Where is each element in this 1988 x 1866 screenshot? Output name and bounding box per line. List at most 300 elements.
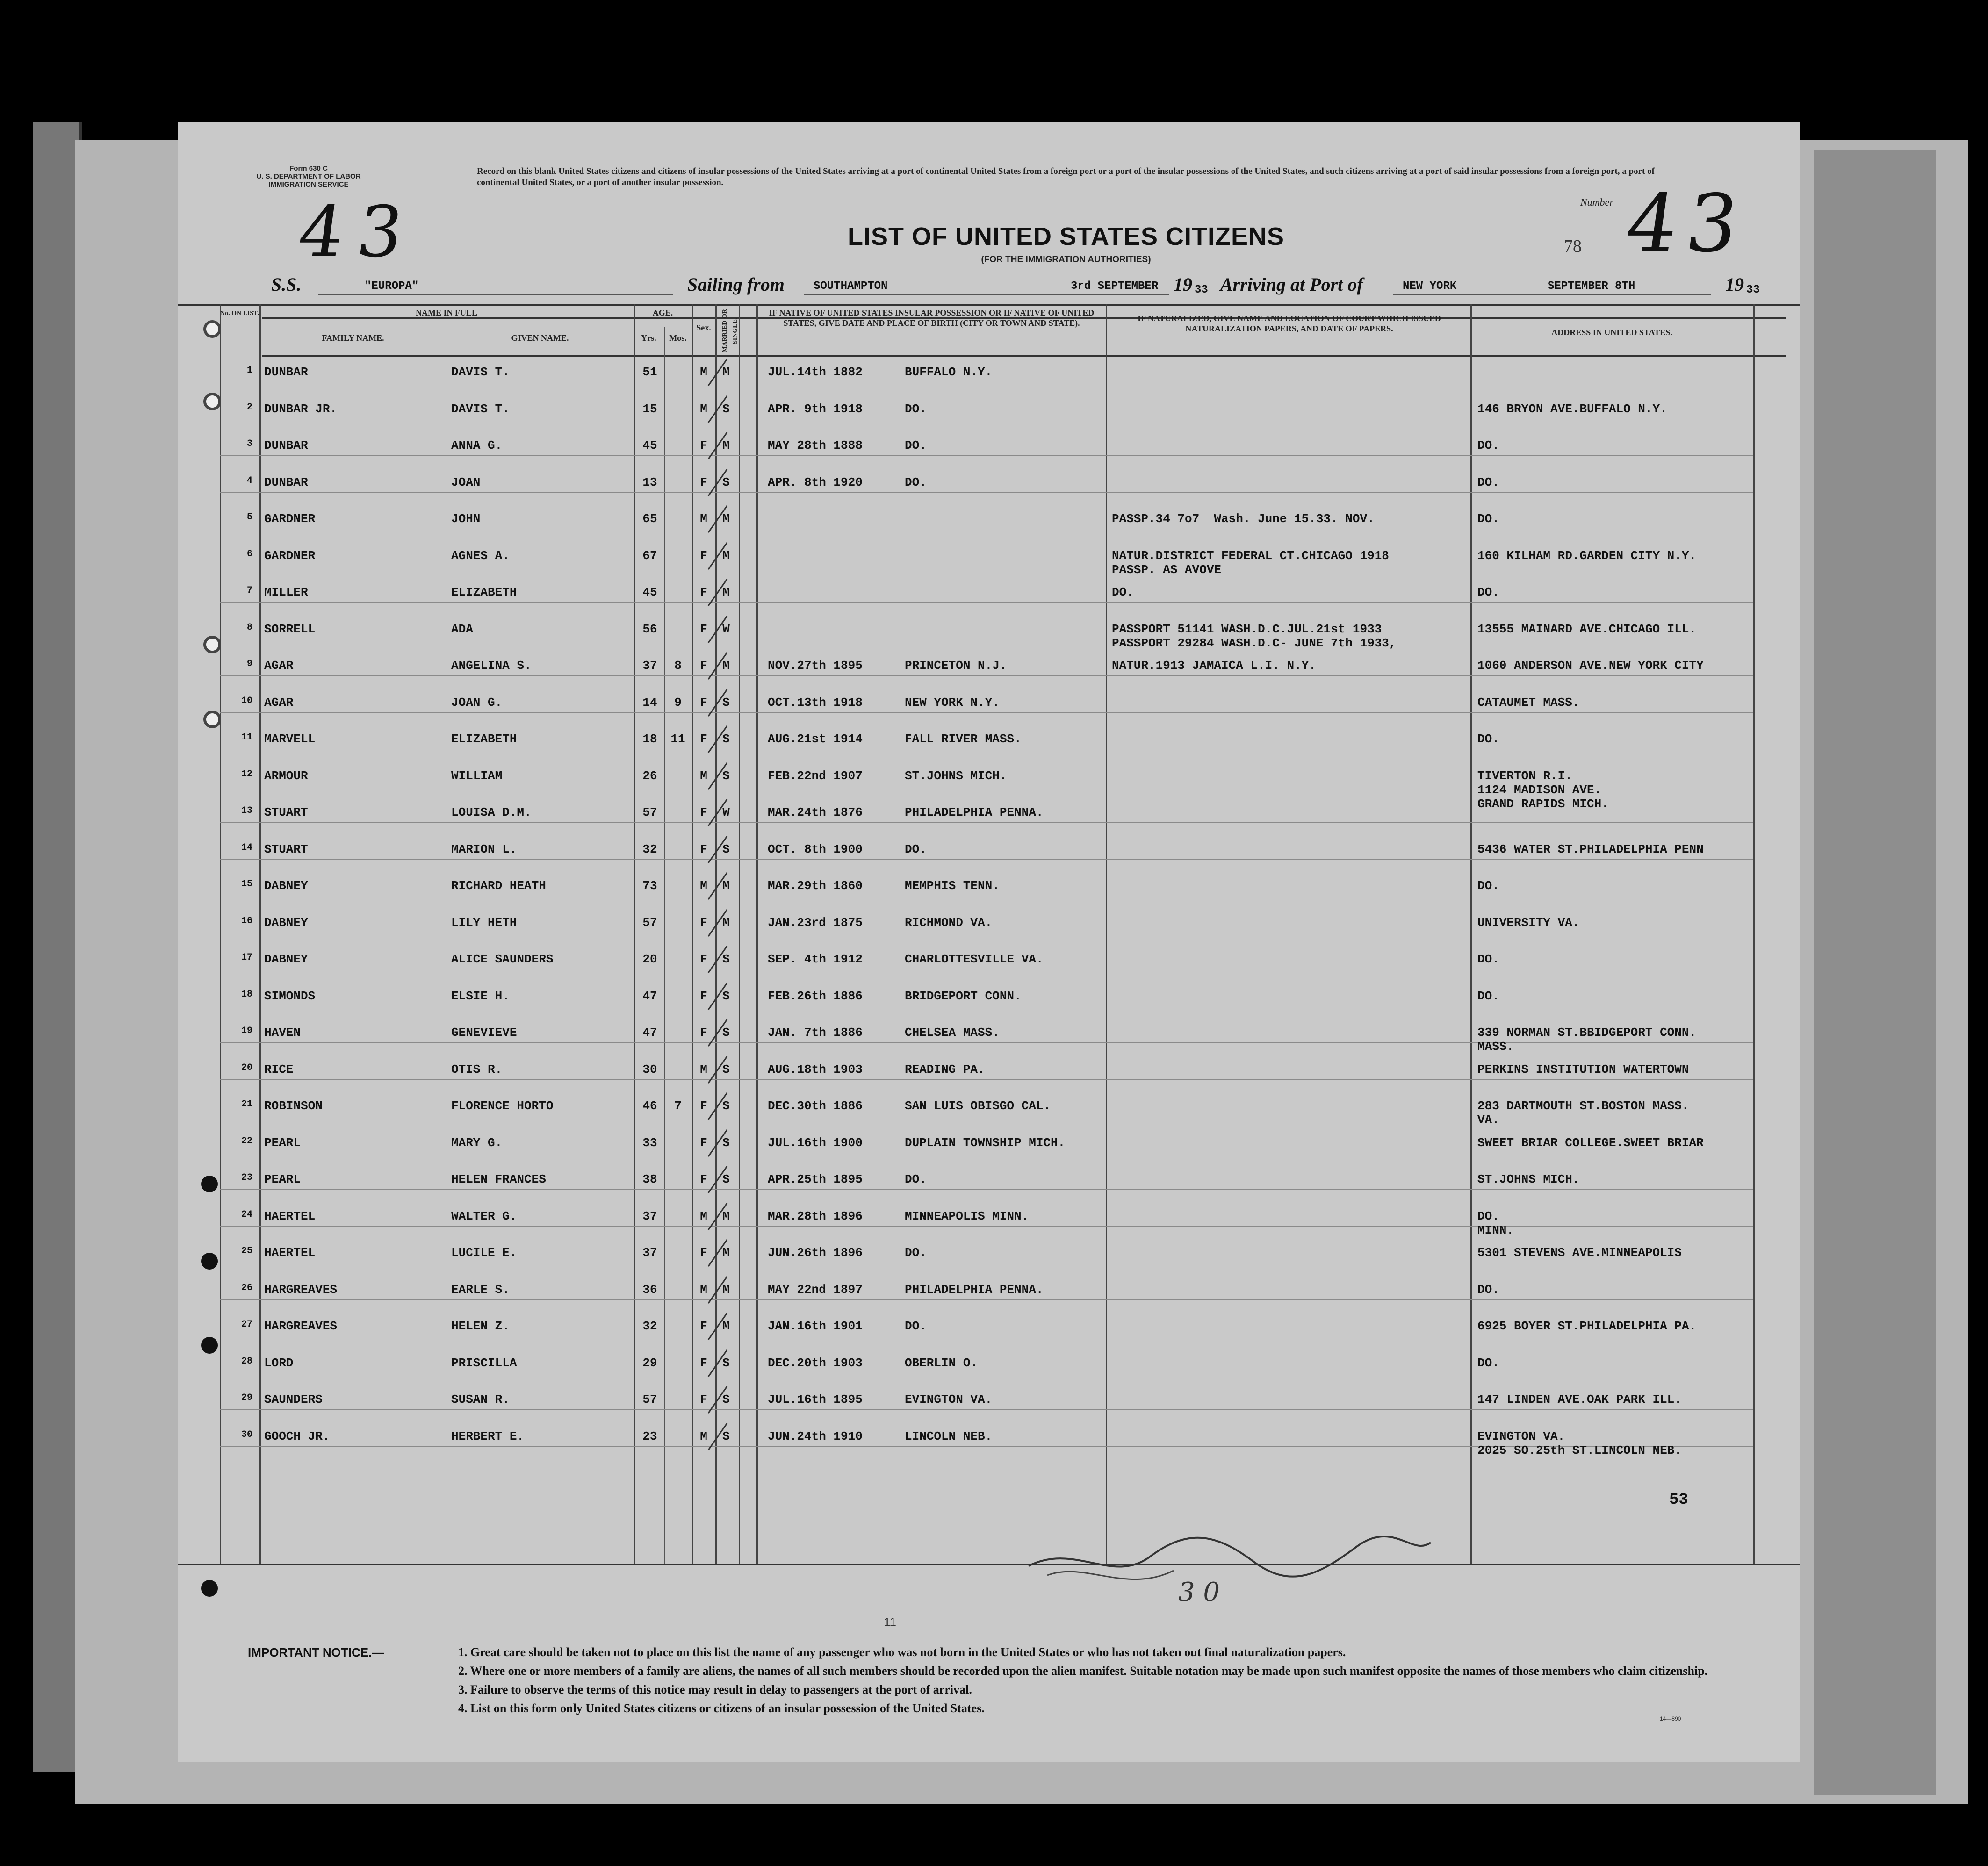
family-name: DABNEY (264, 915, 308, 930)
table-row (178, 656, 1800, 692)
address: 13555 MAINARD AVE.CHICAGO ILL. (1477, 622, 1697, 636)
row-number: 18 (241, 989, 252, 1000)
given-name: SUSAN R. (451, 1392, 510, 1407)
punch-hole-icon (201, 1580, 218, 1597)
age-years: 20 (642, 952, 657, 966)
sex: M (700, 1429, 707, 1443)
arriving-label: Arriving at Port of (1220, 274, 1363, 295)
notice-item: 1. Great care should be taken not to place on this list the name of any passenger who was not born in the United States or who has not taken out final naturalization papers. (458, 1645, 1346, 1659)
given-name: ELIZABETH (451, 732, 517, 746)
row-number: 2 (246, 402, 252, 413)
birth-place: READING PA. (905, 1062, 985, 1077)
family-name: ROBINSON (264, 1099, 323, 1113)
table-row (178, 876, 1800, 912)
age-years: 57 (642, 915, 657, 930)
given-name: JOAN (451, 475, 481, 489)
birth-date: JUL.16th 1895 (768, 1392, 863, 1407)
page-title: LIST OF UNITED STATES CITIZENS (848, 222, 1284, 251)
row-number: 11 (241, 732, 252, 743)
table-row (178, 803, 1800, 839)
marital-status: S (722, 1392, 730, 1407)
age-years: 26 (642, 768, 657, 783)
page-number: 53 (1669, 1491, 1688, 1509)
age-years: 33 (642, 1135, 657, 1150)
row-number: 4 (246, 475, 252, 486)
row-number: 19 (241, 1026, 252, 1036)
family-name: STUART (264, 842, 308, 856)
table-row (178, 509, 1800, 545)
table-row (178, 1316, 1800, 1353)
marital-status: S (722, 1356, 730, 1370)
table-row (178, 582, 1800, 619)
family-name: AGAR (264, 695, 294, 710)
marital-status: S (722, 1429, 730, 1443)
marital-status: S (722, 1135, 730, 1150)
sex: M (700, 879, 707, 893)
notice-lead: IMPORTANT NOTICE.— (248, 1645, 384, 1659)
age-months: 9 (674, 695, 682, 710)
header-address: ADDRESS IN UNITED STATES. (1551, 328, 1672, 337)
table-row (178, 1390, 1800, 1426)
marital-status: M (722, 1282, 730, 1297)
marital-status: S (722, 1172, 730, 1186)
marital-status: S (722, 732, 730, 746)
birth-date: MAY 22nd 1897 (768, 1282, 863, 1297)
birth-place: PRINCETON N.J. (905, 659, 1007, 673)
marital-status: S (722, 1062, 730, 1077)
table-row (178, 1353, 1800, 1390)
birth-place: ST.JOHNS MICH. (905, 768, 1007, 783)
birth-place: DO. (905, 1246, 927, 1260)
birth-date: NOV.27th 1895 (768, 659, 863, 673)
address: 6925 BOYER ST.PHILADELPHIA PA. (1477, 1319, 1697, 1333)
birth-place: SAN LUIS OBISGO CAL. (905, 1099, 1051, 1113)
given-name: GENEVIEVE (451, 1026, 517, 1040)
birth-date: SEP. 4th 1912 (768, 952, 863, 966)
row-number: 6 (246, 548, 252, 560)
stamp-number: 78 (1564, 237, 1582, 256)
naturalization: PASSPORT 51141 WASH.D.C.JUL.21st 1933 PASSPORT 29284 WASH.D.C- JUNE 7th 1933, (1112, 622, 1397, 650)
birth-place: BRIDGEPORT CONN. (905, 989, 1022, 1003)
given-name: LILY HETH (451, 915, 517, 930)
address: 147 LINDEN AVE.OAK PARK ILL. (1477, 1392, 1682, 1407)
given-name: LUCILE E. (451, 1246, 517, 1260)
sex: F (700, 1392, 707, 1407)
table-row (178, 362, 1800, 399)
given-name: WILLIAM (451, 768, 503, 783)
family-name: DUNBAR JR. (264, 402, 338, 416)
row-number: 10 (241, 695, 252, 706)
sailing-label: Sailing from (687, 274, 785, 295)
marital-status: S (722, 402, 730, 416)
age-months: 11 (670, 732, 685, 746)
naturalization: PASSP.34 7o7 Wash. June 15.33. NOV. (1112, 512, 1375, 526)
family-name: HAVEN (264, 1026, 301, 1040)
given-name: DAVIS T. (451, 402, 510, 416)
marital-status: M (722, 915, 730, 930)
table-row (178, 1280, 1800, 1316)
row-number: 29 (241, 1392, 252, 1403)
birth-place: DO. (905, 1319, 927, 1333)
header-naturalized: IF NATURALIZED, GIVE NAME AND LOCATION OF COURT WHICH ISSUED NATURALIZATION PAPERS, AND DATE OF PAPERS. (1138, 314, 1441, 333)
family-name: GARDNER (264, 512, 316, 526)
age-years: 23 (642, 1429, 657, 1443)
family-name: PEARL (264, 1172, 301, 1186)
birth-date: JUL.14th 1882 (768, 365, 863, 379)
age-years: 18 (642, 732, 657, 746)
birth-place: CHELSEA MASS. (905, 1026, 1000, 1040)
header-marital: MARRIED OR SINGLE. (721, 309, 739, 353)
given-name: RICHARD HEATH (451, 879, 546, 893)
table-row (178, 473, 1800, 509)
family-name: PEARL (264, 1135, 301, 1150)
marital-status: S (722, 475, 730, 489)
family-name: SORRELL (264, 622, 316, 636)
manifest-sheet (178, 122, 1800, 1762)
age-years: 14 (642, 695, 657, 710)
age-years: 37 (642, 659, 657, 673)
given-name: ALICE SAUNDERS (451, 952, 554, 966)
family-name: DUNBAR (264, 438, 308, 452)
sex: F (700, 695, 707, 710)
passenger-table (178, 304, 1800, 1571)
address: EVINGTON VA. 2025 SO.25th ST.LINCOLN NEB. (1477, 1429, 1682, 1457)
birth-date: DEC.30th 1886 (768, 1099, 863, 1113)
naturalization: DO. (1112, 585, 1134, 599)
table-row (178, 619, 1800, 656)
sex: M (700, 365, 707, 379)
year-prefix-2: 19 (1725, 274, 1744, 295)
table-row (178, 986, 1800, 1023)
age-years: 13 (642, 475, 657, 489)
handwritten-list-number: 43 (1621, 178, 1754, 270)
departure-date: 3rd SEPTEMBER (1071, 280, 1159, 293)
birth-date: JUN.24th 1910 (768, 1429, 863, 1443)
naturalization: NATUR.1913 JAMAICA L.I. N.Y. (1112, 659, 1316, 673)
sex: F (700, 1356, 707, 1370)
row-number: 3 (246, 438, 252, 449)
marital-status: W (722, 805, 730, 819)
birth-place: DUPLAIN TOWNSHIP MICH. (905, 1135, 1066, 1150)
notice-item: 3. Failure to observe the terms of this notice may result in delay to passengers at the port of arrival. (458, 1683, 972, 1696)
marital-status: M (722, 438, 730, 452)
sex: F (700, 622, 707, 636)
marital-status: M (722, 512, 730, 526)
marital-status: M (722, 585, 730, 599)
row-number: 14 (241, 842, 252, 853)
address: 5301 STEVENS AVE.MINNEAPOLIS (1477, 1246, 1682, 1260)
header-name: NAME IN FULL (415, 308, 477, 317)
right-page-strip (1814, 150, 1936, 1795)
sex: F (700, 1246, 707, 1260)
birth-place: FALL RIVER MASS. (905, 732, 1022, 746)
sex: F (700, 805, 707, 819)
given-name: ANNA G. (451, 438, 503, 452)
age-years: 36 (642, 1282, 657, 1297)
age-years: 51 (642, 365, 657, 379)
sex: F (700, 659, 707, 673)
birth-date: JAN. 7th 1886 (768, 1026, 863, 1040)
row-number: 26 (241, 1282, 252, 1293)
address: DO. (1477, 989, 1499, 1003)
given-name: WALTER G. (451, 1209, 517, 1223)
table-row (178, 949, 1800, 986)
address: DO. (1477, 952, 1499, 966)
form-code: 14—890 (1660, 1715, 1681, 1722)
given-name: HERBERT E. (451, 1429, 525, 1443)
row-number: 1 (246, 365, 252, 376)
family-name: AGAR (264, 659, 294, 673)
header-yrs: Yrs. (641, 333, 656, 343)
birth-date: MAR.28th 1896 (768, 1209, 863, 1223)
row-number: 16 (241, 915, 252, 926)
sex: F (700, 732, 707, 746)
given-name: MARY G. (451, 1135, 503, 1150)
age-years: 29 (642, 1356, 657, 1370)
address: DO. (1477, 512, 1499, 526)
marital-status: W (722, 622, 730, 636)
given-name: ANGELINA S. (451, 659, 532, 673)
given-name: MARION L. (451, 842, 517, 856)
birth-place: DO. (905, 402, 927, 416)
given-name: FLORENCE HORTO (451, 1099, 554, 1113)
age-years: 45 (642, 438, 657, 452)
sex: F (700, 548, 707, 563)
birth-date: AUG.21st 1914 (768, 732, 863, 746)
birth-place: DO. (905, 475, 927, 489)
family-name: HAERTEL (264, 1209, 316, 1223)
table-row (178, 913, 1800, 949)
row-number: 25 (241, 1246, 252, 1256)
family-name: DUNBAR (264, 475, 308, 489)
age-years: 46 (642, 1099, 657, 1113)
address: UNIVERSITY VA. (1477, 915, 1580, 930)
birth-place: NEW YORK N.Y. (905, 695, 1000, 710)
marital-status: M (722, 879, 730, 893)
sex: F (700, 438, 707, 452)
handwritten-number: 43 (293, 192, 423, 273)
age-years: 30 (642, 1062, 657, 1077)
small-mark: 11 (884, 1615, 896, 1629)
birth-date: DEC.20th 1903 (768, 1356, 863, 1370)
table-row (178, 693, 1800, 729)
sex: F (700, 1319, 707, 1333)
marital-status: S (722, 842, 730, 856)
arrival-date: SEPTEMBER 8TH (1548, 280, 1635, 293)
header-age: AGE. (652, 308, 673, 317)
birth-date: OCT. 8th 1900 (768, 842, 863, 856)
given-name: OTIS R. (451, 1062, 503, 1077)
birth-date: FEB.26th 1886 (768, 989, 863, 1003)
year-suffix-2: 33 (1746, 284, 1760, 296)
row-number: 12 (241, 768, 252, 780)
record-instructions: Record on this blank United States citizens and citizens of insular possessions of the United States arriving at a port of continental United States from a foreign port or a port of the insular possessions of the United States, and such citizens arriving at a port of said insular possessions from a foreign port, a port of continental United States, or a port of another insular possession. (477, 166, 1655, 187)
age-years: 45 (642, 585, 657, 599)
address: DO. (1477, 585, 1499, 599)
notice-item: 4. List on this form only United States citizens or citizens of an insular possession of the United States. (458, 1701, 985, 1715)
row-number: 20 (241, 1062, 252, 1073)
table-row (178, 729, 1800, 766)
age-years: 57 (642, 1392, 657, 1407)
birth-date: MAY 28th 1888 (768, 438, 863, 452)
given-name: ELSIE H. (451, 989, 510, 1003)
row-number: 28 (241, 1356, 252, 1367)
age-years: 37 (642, 1209, 657, 1223)
birth-place: DO. (905, 842, 927, 856)
marital-status: S (722, 989, 730, 1003)
family-name: GOOCH JR. (264, 1429, 330, 1443)
birth-place: OBERLIN O. (905, 1356, 978, 1370)
given-name: LOUISA D.M. (451, 805, 532, 819)
family-name: RICE (264, 1062, 294, 1077)
age-years: 47 (642, 1026, 657, 1040)
address: 146 BRYON AVE.BUFFALO N.Y. (1477, 402, 1667, 416)
marital-status: M (722, 365, 730, 379)
notice-item: 2. Where one or more members of a family are aliens, the names of all such members should be recorded upon the alien manifest. Suitable notation may be made upon such manifest opposite the names of those members who claim citizenship. (458, 1664, 1708, 1678)
table-row (178, 1096, 1800, 1133)
port-to: NEW YORK (1403, 280, 1457, 293)
marital-status: S (722, 768, 730, 783)
row-number: 7 (246, 585, 252, 596)
age-years: 57 (642, 805, 657, 819)
sex: F (700, 585, 707, 599)
age-years: 47 (642, 989, 657, 1003)
header-family: FAMILY NAME. (322, 333, 384, 343)
address: SWEET BRIAR COLLEGE.SWEET BRIAR (1477, 1135, 1704, 1150)
handwritten-signature (1019, 1514, 1440, 1608)
address: 1060 ANDERSON AVE.NEW YORK CITY (1477, 659, 1704, 673)
birth-place: PHILADELPHIA PENNA. (905, 1282, 1044, 1297)
address: DO. (1477, 732, 1499, 746)
birth-place: PHILADELPHIA PENNA. (905, 805, 1044, 819)
table-row (178, 1023, 1800, 1059)
birth-date: JAN.16th 1901 (768, 1319, 863, 1333)
given-name: EARLE S. (451, 1282, 510, 1297)
address: TIVERTON R.I. 1124 MADISON AVE. GRAND RAPIDS MICH. (1477, 768, 1609, 811)
marital-status: M (722, 659, 730, 673)
family-name: GARDNER (264, 548, 316, 563)
table-row (178, 546, 1800, 582)
family-name: DABNEY (264, 879, 308, 893)
birth-date: JAN.23rd 1875 (768, 915, 863, 930)
age-years: 15 (642, 402, 657, 416)
year-prefix: 19 (1174, 274, 1192, 295)
birth-date: OCT.13th 1918 (768, 695, 863, 710)
marital-status: S (722, 695, 730, 710)
sex: M (700, 1062, 707, 1077)
sex: F (700, 475, 707, 489)
year-suffix: 33 (1195, 284, 1208, 296)
table-row (178, 1060, 1800, 1096)
birth-place: DO. (905, 1172, 927, 1186)
given-name: HELEN FRANCES (451, 1172, 546, 1186)
row-number: 22 (241, 1135, 252, 1147)
address: DO. (1477, 879, 1499, 893)
age-years: 37 (642, 1246, 657, 1260)
age-years: 73 (642, 879, 657, 893)
given-name: JOHN (451, 512, 481, 526)
birth-place: LINCOLN NEB. (905, 1429, 993, 1443)
birth-place: EVINGTON VA. (905, 1392, 993, 1407)
age-years: 32 (642, 842, 657, 856)
address: DO. (1477, 438, 1499, 452)
address: DO. (1477, 1282, 1499, 1297)
sex: M (700, 768, 707, 783)
family-name: DUNBAR (264, 365, 308, 379)
header-birth: IF NATIVE OF UNITED STATES INSULAR POSSESSION OR IF NATIVE OF UNITED STATES, GIVE DATE AND PLACE OF BIRTH (CITY OR TOWN AND STATE). (769, 308, 1095, 328)
given-name: DAVIS T. (451, 365, 510, 379)
birth-date: FEB.22nd 1907 (768, 768, 863, 783)
given-name: PRISCILLA (451, 1356, 517, 1370)
marital-status: M (722, 548, 730, 563)
table-row (178, 1427, 1800, 1463)
birth-date: MAR.24th 1876 (768, 805, 863, 819)
marital-status: M (722, 1319, 730, 1333)
row-number: 21 (241, 1099, 252, 1110)
table-row (178, 1170, 1800, 1206)
sex: F (700, 842, 707, 856)
row-number: 23 (241, 1172, 252, 1183)
marital-status: M (722, 1246, 730, 1260)
header-given: GIVEN NAME. (511, 333, 569, 343)
age-months: 7 (674, 1099, 682, 1113)
sex: F (700, 1099, 707, 1113)
marital-status: S (722, 1026, 730, 1040)
voyage-line (271, 273, 1791, 297)
birth-date: JUL.16th 1900 (768, 1135, 863, 1150)
given-name: HELEN Z. (451, 1319, 510, 1333)
age-months: 8 (674, 659, 682, 673)
form-identifier: Form 630 C U. S. DEPARTMENT OF LABOR IMMIGRATION SERVICE (256, 165, 361, 188)
row-number: 9 (246, 659, 252, 669)
sex: M (700, 1209, 707, 1223)
row-number: 8 (246, 622, 252, 633)
address: DO. (1477, 475, 1499, 489)
marital-status: M (722, 1209, 730, 1223)
sex: F (700, 952, 707, 966)
row-number: 30 (241, 1429, 252, 1440)
sex: M (700, 1282, 707, 1297)
family-name: SIMONDS (264, 989, 316, 1003)
address: 339 NORMAN ST.BBIDGEPORT CONN. MASS. (1477, 1026, 1697, 1054)
age-years: 65 (642, 512, 657, 526)
table-row (178, 1206, 1800, 1243)
birth-place: MEMPHIS TENN. (905, 879, 1000, 893)
address: DO. MINN. (1477, 1209, 1514, 1237)
naturalization: NATUR.DISTRICT FEDERAL CT.CHICAGO 1918 PASSP. AS AVOVE (1112, 548, 1389, 577)
age-years: 67 (642, 548, 657, 563)
birth-place: RICHMOND VA. (905, 915, 993, 930)
family-name: STUART (264, 805, 308, 819)
age-years: 56 (642, 622, 657, 636)
birth-place: MINNEAPOLIS MINN. (905, 1209, 1029, 1223)
family-name: HAERTEL (264, 1246, 316, 1260)
family-name: DABNEY (264, 952, 308, 966)
ss-label: S.S. (271, 274, 302, 295)
age-years: 38 (642, 1172, 657, 1186)
age-years: 32 (642, 1319, 657, 1333)
address: PERKINS INSTITUTION WATERTOWN (1477, 1062, 1689, 1077)
birth-place: DO. (905, 438, 927, 452)
given-name: JOAN G. (451, 695, 503, 710)
address: ST.JOHNS MICH. (1477, 1172, 1580, 1186)
row-number: 27 (241, 1319, 252, 1330)
row-number: 15 (241, 879, 252, 890)
family-name: SAUNDERS (264, 1392, 323, 1407)
birth-place: CHARLOTTESVILLE VA. (905, 952, 1044, 966)
birth-date: MAR.29th 1860 (768, 879, 863, 893)
sex: F (700, 989, 707, 1003)
